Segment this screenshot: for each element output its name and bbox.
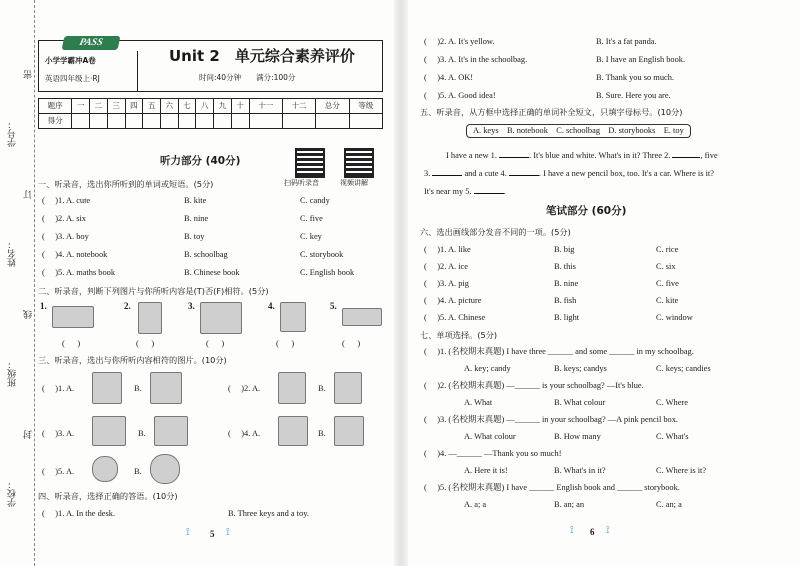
exam-title: Unit 2 单元综合素养评价 xyxy=(169,47,355,65)
series-box xyxy=(39,51,138,91)
passage-text: . I have a new pencil box, too. It's a car. Where is it? xyxy=(538,169,714,178)
option-a: A. a; a xyxy=(464,500,487,509)
passage-text: . It's blue and white. What's in it? Three 2. xyxy=(529,151,671,160)
dog-picture xyxy=(92,456,118,482)
option-b: B. an; an xyxy=(554,500,585,509)
list-item[interactable]: ( )4. A. OK! xyxy=(424,73,474,82)
option-b: B. It's a fat panda. xyxy=(596,37,657,46)
score-input-cell[interactable] xyxy=(72,114,90,129)
score-cell: 六 xyxy=(160,99,178,114)
score-input-cell[interactable] xyxy=(316,114,349,129)
passage-text: I have a new 1. xyxy=(446,151,497,160)
question-label: )3. A. xyxy=(55,429,75,438)
passage-text: , five xyxy=(700,151,718,160)
score-input-cell[interactable] xyxy=(214,114,232,129)
score-cell: 三 xyxy=(107,99,125,114)
option-c: C. key xyxy=(300,232,322,241)
binding-mark: 订 xyxy=(24,190,34,199)
option-c: C. Where xyxy=(656,398,688,407)
list-item[interactable]: ( )3. (名校期末真题) —______ in your schoolbag? —A pink pencil box. xyxy=(424,415,679,424)
option-b-label: B. xyxy=(134,467,142,476)
option-b: B. kite xyxy=(184,196,207,205)
list-item[interactable]: ( )2. A. It's yellow. xyxy=(424,37,495,46)
passage-text: and a cute 4. xyxy=(464,169,507,178)
score-input-cell[interactable] xyxy=(282,114,315,129)
written-section-title: 笔试部分 (60分) xyxy=(546,205,627,217)
answer-bracket[interactable]: ( ) xyxy=(342,339,361,348)
list-item[interactable]: ( )3. A. pig xyxy=(424,279,469,288)
option-a: )1. A. cute xyxy=(55,196,91,205)
class-label: 班级： xyxy=(8,360,18,387)
option-b: B. nine xyxy=(184,214,209,223)
list-item[interactable]: ( )3. A. boy xyxy=(42,232,89,241)
score-input-cell[interactable] xyxy=(231,114,249,129)
option-b: B. keys; candys xyxy=(554,364,607,373)
chair-picture xyxy=(278,372,306,404)
option-c: C. keys; candies xyxy=(656,364,711,373)
blank-1[interactable] xyxy=(499,157,529,158)
option-b: B. big xyxy=(554,245,575,254)
blank-3[interactable] xyxy=(432,175,462,176)
grade-label: 英语四年级上·RJ xyxy=(45,74,100,83)
answer-bracket[interactable]: ( ) xyxy=(206,339,225,348)
option-b: B. Chinese book xyxy=(184,268,240,277)
tree-icon: ⟟ xyxy=(570,525,574,536)
option-a: )2. A. ice xyxy=(437,262,468,271)
option-b: B. light xyxy=(554,313,580,322)
score-input-cell[interactable] xyxy=(125,114,143,129)
student-id-label: 学号： xyxy=(8,120,18,147)
score-cell: 四 xyxy=(125,99,143,114)
passage-text: 3. xyxy=(424,169,431,178)
desk-picture xyxy=(334,416,364,446)
list-item[interactable]: ( )3. A. It's in the schoolbag. xyxy=(424,55,528,64)
question-label: )4. A. xyxy=(241,429,261,438)
school-label: 学校： xyxy=(8,480,18,507)
score-cell: 二 xyxy=(90,99,108,114)
option-picture xyxy=(92,372,122,404)
list-item[interactable]: ( )5. A. maths book xyxy=(42,268,116,277)
desk-picture xyxy=(278,416,308,446)
question-text: )4. —______ —Thank you so much! xyxy=(437,449,562,458)
score-value-row xyxy=(39,114,383,129)
binding-mark: 密 xyxy=(24,70,34,79)
question-label: )5. A. xyxy=(55,467,75,476)
question-text: )1. (名校期末真题) I have three ______ and some ______ in my schoolbag. xyxy=(437,347,694,356)
option-a: )5. A. maths book xyxy=(55,268,116,277)
pencils-picture xyxy=(342,308,382,326)
list-item[interactable]: ( )5. (名校期末真题) I have ______ English book and ______ storybook. xyxy=(424,483,680,492)
score-cell: 七 xyxy=(178,99,196,114)
question-label: )1. A. xyxy=(55,384,75,393)
section-4-title: 四、听录音，选择正确的答语。(10分) xyxy=(38,491,178,501)
score-cell: 题序 xyxy=(39,99,72,114)
tree-icon: ⟟ xyxy=(226,527,230,538)
section-2-title: 二、听录音，判断下列图片与你所听内容是(T)否(F)相符。(5分) xyxy=(38,286,269,296)
option-b: B. this xyxy=(554,262,576,271)
qr-code-icon[interactable] xyxy=(295,148,325,178)
blank-5[interactable] xyxy=(474,193,504,194)
qr-label: 视频讲解 xyxy=(340,179,368,187)
option-b: B. toy xyxy=(184,232,205,241)
book-spine xyxy=(394,0,408,566)
pic-number: 4. xyxy=(268,301,275,311)
option-c: C. What's xyxy=(656,432,689,441)
list-item[interactable]: ( )5. A. Good idea! xyxy=(424,91,496,100)
option-b: B. I have an English book. xyxy=(596,55,686,64)
blank-2[interactable] xyxy=(672,157,700,158)
chair-picture xyxy=(334,372,362,404)
list-item[interactable]: ( )1. A. xyxy=(42,384,75,393)
list-item[interactable]: ( )4. —______ —Thank you so much! xyxy=(424,449,562,458)
score-input-cell[interactable] xyxy=(107,114,125,129)
passage-line xyxy=(424,170,714,178)
section-5-title: 五、听录音，从方框中选择正确的单词补全短文，只填字母标号。(10分) xyxy=(420,107,683,117)
list-item[interactable]: ( )1. A. In the desk. xyxy=(42,509,116,518)
question-text: )5. (名校期末真题) I have ______ English book and ______ storybook. xyxy=(437,483,680,492)
pic-number: 1. xyxy=(40,301,47,311)
word-bank-box: A. keys B. notebook C. schoolbag D. storybooks E. toy xyxy=(466,124,691,138)
option-a: )4. A. picture xyxy=(437,296,482,305)
option-c: C. Where is it? xyxy=(656,466,707,475)
score-input-cell[interactable] xyxy=(196,114,214,129)
option-c: C. storybook xyxy=(300,250,344,259)
exam-meta: 时间:40分钟 满分:100分 xyxy=(199,73,296,82)
list-item[interactable]: ( )2. (名校期末真题) —______ is your schoolbag? —It's blue. xyxy=(424,381,644,390)
list-item[interactable]: ( )2. A. xyxy=(228,384,261,393)
page-number: 6 xyxy=(590,527,595,537)
score-input-cell[interactable] xyxy=(249,114,282,129)
option-b: B. nine xyxy=(554,279,579,288)
answer-bracket[interactable]: ( ) xyxy=(276,339,295,348)
score-cell: 等级 xyxy=(349,99,382,114)
option-a: )3. A. It's in the schoolbag. xyxy=(437,55,528,64)
passage-text: It's near my 5. xyxy=(424,187,472,196)
score-cell: 十二 xyxy=(282,99,315,114)
keys-picture xyxy=(52,306,94,328)
option-a: )1. A. like xyxy=(437,245,471,254)
pic-number: 3. xyxy=(188,301,195,311)
option-a: )2. A. It's yellow. xyxy=(437,37,495,46)
list-item[interactable]: ( )2. A. ice xyxy=(424,262,468,271)
tree-icon: ⟟ xyxy=(606,525,610,536)
listening-section-title: 听力部分 (40分) xyxy=(160,155,241,167)
question-text: )2. (名校期末真题) —______ is your schoolbag? —It's blue. xyxy=(437,381,644,390)
page-right xyxy=(420,34,780,544)
page-number: 5 xyxy=(210,529,215,539)
option-b-label: B. xyxy=(318,384,326,393)
option-b: B. Three keys and a toy. xyxy=(228,509,309,518)
option-c: C. English book xyxy=(300,268,355,277)
score-cell: 十 xyxy=(231,99,249,114)
book-picture xyxy=(280,302,306,332)
score-input-cell[interactable] xyxy=(349,114,382,129)
option-c: C. an; a xyxy=(656,500,682,509)
passage-line xyxy=(424,188,506,196)
option-b: B. What's in it? xyxy=(554,466,606,475)
option-a: )2. A. six xyxy=(55,214,86,223)
score-cell: 十一 xyxy=(249,99,282,114)
passage-line xyxy=(446,152,718,160)
score-cell: 五 xyxy=(143,99,161,114)
score-cell: 一 xyxy=(72,99,90,114)
answer-bracket[interactable]: ( ) xyxy=(62,339,81,348)
option-a: )5. A. Chinese xyxy=(437,313,486,322)
blank-4[interactable] xyxy=(509,175,539,176)
option-c: C. six xyxy=(656,262,676,271)
binding-mark: 封 xyxy=(24,430,34,439)
score-cell: 九 xyxy=(214,99,232,114)
page-left xyxy=(38,37,383,545)
option-a: )3. A. pig xyxy=(437,279,469,288)
list-item[interactable]: ( )4. A. picture xyxy=(424,296,482,305)
option-c: C. window xyxy=(656,313,693,322)
score-cell: 得分 xyxy=(39,114,72,129)
score-input-cell[interactable] xyxy=(178,114,196,129)
list-item[interactable]: ( )5. A. Chinese xyxy=(424,313,486,322)
schoolbag-picture xyxy=(138,302,162,334)
option-b: B. What colour xyxy=(554,398,606,407)
score-header-row xyxy=(39,99,383,114)
option-a: A. Here it is! xyxy=(464,466,508,475)
option-b-label: B. xyxy=(134,384,142,393)
option-a: A. What colour xyxy=(464,432,516,441)
option-b: B. schoolbag xyxy=(184,250,228,259)
passage-text: . xyxy=(503,187,506,196)
option-a: )5. A. Good idea! xyxy=(437,91,496,100)
list-item[interactable]: ( )5. A. xyxy=(42,467,75,476)
question-text: )3. (名校期末真题) —______ in your schoolbag? —A pink pencil box. xyxy=(437,415,679,424)
section-3-title: 三、听录音，选出与你所听内容相符的图片。(10分) xyxy=(38,355,227,365)
option-b: B. fish xyxy=(554,296,577,305)
option-c: C. kite xyxy=(656,296,679,305)
option-a: A. What xyxy=(464,398,493,407)
list-item[interactable]: ( )1. A. cute xyxy=(42,196,91,205)
score-table xyxy=(38,98,383,129)
score-input-cell[interactable] xyxy=(90,114,108,129)
score-cell: 八 xyxy=(196,99,214,114)
option-b: B. Sure. Here you are. xyxy=(596,91,671,100)
binding-margin xyxy=(0,0,35,566)
option-b: B. Thank you so much. xyxy=(596,73,675,82)
girl-reading-picture xyxy=(200,302,242,334)
list-item[interactable]: ( )1. (名校期末真题) I have three ______ and some ______ in my schoolbag. xyxy=(424,347,694,356)
pic-number: 5. xyxy=(330,301,337,311)
section-6-title: 六、选出画线部分发音不同的一项。(5分) xyxy=(420,227,571,237)
option-a: )4. A. notebook xyxy=(55,250,108,259)
option-a: )1. A. In the desk. xyxy=(55,509,116,518)
exam-header xyxy=(38,37,383,92)
name-label: 姓名： xyxy=(8,240,18,267)
section-1-title: 一、听录音，选出你所听到的单词或短语。(5分) xyxy=(38,179,214,189)
option-picture xyxy=(150,372,182,404)
pic-number: 2. xyxy=(124,301,131,311)
option-c: C. candy xyxy=(300,196,330,205)
option-a: )3. A. boy xyxy=(55,232,89,241)
option-picture xyxy=(92,416,126,446)
panda-picture xyxy=(150,454,180,484)
list-item[interactable]: ( )3. A. xyxy=(42,429,75,438)
option-b-label: B. xyxy=(318,429,326,438)
answer-bracket[interactable]: ( ) xyxy=(136,339,155,348)
binding-mark: 线 xyxy=(24,310,34,319)
qr-label: 扫码听录音 xyxy=(284,179,319,187)
option-c: C. rice xyxy=(656,245,679,254)
qr-code-icon[interactable] xyxy=(344,148,374,178)
option-picture xyxy=(154,416,188,446)
series-name: 小学学霸冲A卷 xyxy=(45,56,96,65)
tree-icon: ⟟ xyxy=(186,527,190,538)
option-b-label: B. xyxy=(138,429,146,438)
option-c: C. five xyxy=(656,279,679,288)
score-input-cell[interactable] xyxy=(143,114,161,129)
question-label: )2. A. xyxy=(241,384,261,393)
list-item[interactable]: ( )2. A. six xyxy=(42,214,86,223)
list-item[interactable]: ( )1. A. like xyxy=(424,245,471,254)
list-item[interactable]: ( )4. A. xyxy=(228,429,261,438)
option-a: )4. A. OK! xyxy=(437,73,474,82)
score-cell: 总分 xyxy=(316,99,349,114)
list-item[interactable]: ( )4. A. notebook xyxy=(42,250,108,259)
option-a: A. key; candy xyxy=(464,364,511,373)
score-input-cell[interactable] xyxy=(160,114,178,129)
option-c: C. five xyxy=(300,214,323,223)
brand-logo: PASS xyxy=(62,36,121,50)
option-b: B. How many xyxy=(554,432,601,441)
section-7-title: 七、单项选择。(5分) xyxy=(420,330,498,340)
